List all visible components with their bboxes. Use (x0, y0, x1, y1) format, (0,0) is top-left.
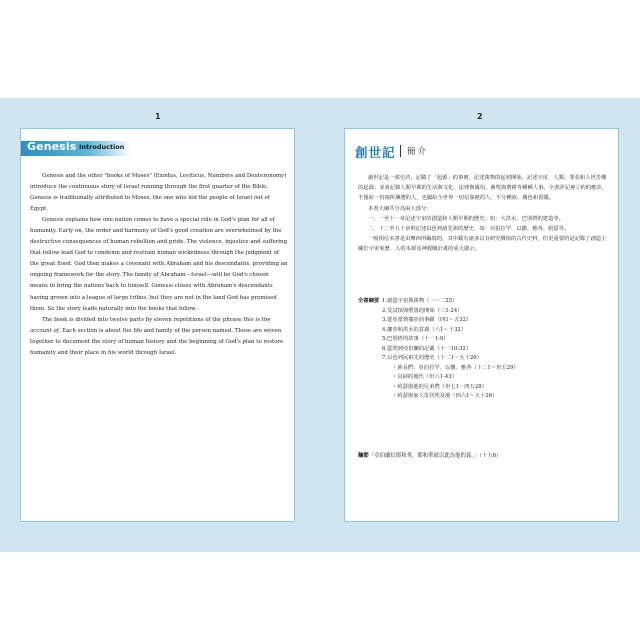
key-verse-label: 鑰節 (358, 453, 369, 459)
outline-list (382, 297, 519, 402)
body-text-zh (358, 173, 608, 255)
paragraph: Genesis and the other "books of Moses" (Exodus, Leviticus, Numbers and Deuteronomy) introduce the continuous story of Israel running through the first quarter of the Bible. Genesis is traditionally attributed to Moses, the one who led the people of Israel out of Egypt. (30, 173, 287, 213)
paragraph: 創世記是一部史詩，記載了「起源」的事實，記述萬物的起初開始，記述宇宙、人類、罪惡和人世苦難的起源；並會記錄人類早期的生活與文化、法律與風俗，畜牧與農耕等種種人事。全書詳記神立約的應許，不僅給一切兩所揀選的人，也顯給全世界一切信靠祂的人，不分種族、膚色和貴賤。 (358, 175, 607, 202)
page-right (344, 128, 619, 522)
outline-subitem: ・族長們：亞伯拉罕、以撒、雅各（十二1～卅五29） (392, 364, 519, 371)
key-verse (358, 451, 608, 461)
paragraph: 本書大綱共分為兩大部分： (368, 205, 432, 212)
paragraph: 一般相信本書是由摩西所編寫的，其中載有諸多具有研究價值的古代史料，但更重要的是記錄了創造主關於宇宙來歷、人的本源及神救贖計畫的重大啟示。 (358, 236, 607, 253)
paragraph: Genesis explains how one nation comes to have a special role in God's plan for all of humanity. Early on, the order and harmony of God's good creation are overwhelmed by the destructive consequences of human rebellion and pride. The violence, injustice and suffering that follow lead God to condemn and restrain human wickedness through the judgment of the great flood. God then makes a covenant with Abraham and his descendants, providing an ongoing framework for the story. The family of Abraham—Israel—will be God's chosen means to bring the nations back to himself. Genesis closes with Abraham's descendants having grown into a league of large tribes, but they are not in the land God has promised them. So the story leads naturally into the books that follow. (30, 217, 288, 312)
body-text (30, 171, 288, 359)
page-left (20, 128, 295, 522)
page-subtitle: Introduction (79, 143, 125, 151)
page-subtitle-zh: 簡介 (407, 147, 429, 157)
outline-subitem: ・約瑟與他的兄弟們（卅七1～四五28） (392, 383, 487, 390)
outline-item: 3.從亞當到挪亞的事蹟（四1～五32） (382, 317, 472, 324)
outline-item: 4.挪亞和洪水的意義（六1～十32） (382, 326, 467, 333)
outline-item: 7.以色列民祖先的歷史（十二1～五十26） (382, 355, 482, 362)
paragraph: The book is divided into twelve parts by eleven repetitions of the phrase this is the account of. Each section is about the life and family of the person named. These are woven together to document the story of human history and the beginning of God's plan to restore humanity and their place in his world through Israel. (30, 316, 284, 356)
page-number-right: 2 (477, 112, 483, 121)
paragraph: 二、十二至五十章則記述以色列諸先祖的歷史，如：亞伯拉罕、以撒、雅各、約瑟等。 (368, 226, 570, 233)
page-title-zh: 創世記 (355, 145, 396, 160)
paragraph: 一、一至十一章記述宇宙的創造和人類早期的歷史，如：大洪水、巴別塔的建造等。 (368, 215, 564, 222)
outline-item: 5.巴別塔的故事（十一1-9） (382, 336, 449, 343)
outline-subitem: ・約瑟與家人寄居埃及地（四六1～五十26） (392, 393, 498, 400)
page-title: Genesis (27, 140, 77, 153)
outline-subitem: ・以掃的後代（卅六1-43） (392, 374, 457, 381)
outline-label: 全書綱要 (358, 298, 380, 304)
outline-item: 6.從閃到亞伯蘭的記載（十一10-32） (382, 345, 472, 352)
title-divider (400, 145, 401, 157)
page-number-left: 1 (155, 112, 161, 121)
outline-item: 2.受試探與墮落的開始（三1-24） (382, 307, 463, 314)
outline-item: 1.創造宇宙與萬物（一～二25） (382, 298, 458, 304)
key-verse-text: 「亞伯蘭信耶和華，耶和華就以此為他的義。」（十五6） (368, 453, 502, 459)
